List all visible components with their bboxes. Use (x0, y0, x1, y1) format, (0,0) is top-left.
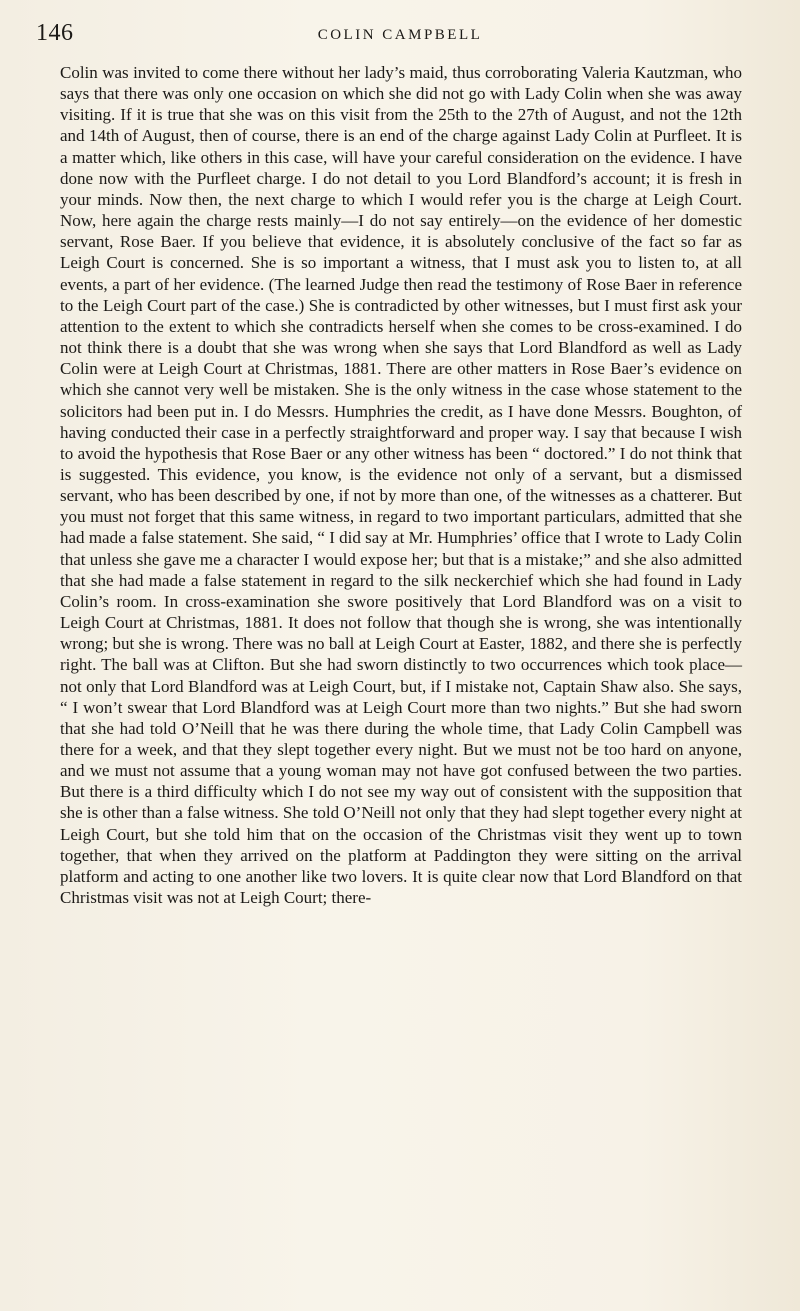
page-header (36, 18, 764, 58)
body-text (60, 62, 742, 908)
page-number: 146 (36, 20, 74, 46)
body-paragraph: Colin was invited to come there without her lady’s maid, thus corroborating Valeria Kautzman, who says that there was only one occasion on which she did not go with Lady Colin when she was away visiting. If it is true that she was on this visit from the 25th to the 27th of August, and not the 12th and 14th of August, then of course, there is an end of the charge against Lady Colin at Purfleet. It is a matter which, like others in this case, will have your careful consideration on the evidence. I have done now with the Purfleet charge. I do not detail to you Lord Blandford’s account; it is fresh in your minds. Now then, the next charge to which I would refer you is the charge at Leigh Court. Now, here again the charge rests mainly—I do not say entirely—on the evidence of her domestic servant, Rose Baer. If you believe that evidence, it is absolutely conclusive of the fact so far as Leigh Court is concerned. She is so important a witness, that I must ask you to listen to, at all events, a part of her evidence. (The learned Judge then read the testimony of Rose Baer in reference to the Leigh Court part of the case.) She is contradicted by other witnesses, but I must first ask your attention to the extent to which she contradicts herself when she comes to be cross-examined. I do not think there is a doubt that she was wrong when she says that Lord Blandford as well as Lady Colin were at Leigh Court at Christmas, 1881. There are other matters in Rose Baer’s evidence on which she cannot very well be mistaken. She is the only witness in the case whose statement to the solicitors had been put in. I do Messrs. Humphries the credit, as I have done Messrs. Boughton, of having conducted their case in a perfectly straightforward and proper way. I say that because I wish to avoid the hypothesis that Rose Baer or any other witness has been “ doctored.” I do not think that is suggested. This evidence, you know, is the evidence not only of a servant, but a dismissed servant, who has been described by one, if not by more than one, of the witnesses as a chatterer. But you must not forget that this same witness, in regard to two important particulars, admitted that she had made a false statement. She said, “ I did say at Mr. Humphries’ office that I wrote to Lady Colin that unless she gave me a character I would expose her; but that is a mistake;” and she also admitted that she had made a false statement in regard to the silk neckerchief which she had found in Lady Colin’s room. In cross-examination she swore positively that Lord Blandford was on a visit to Leigh Court at Christmas, 1881. It does not follow that though she is wrong, she was intentionally wrong; but she is wrong. There was no ball at Leigh Court at Easter, 1882, and there she is perfectly right. The ball was at Clifton. But she had sworn distinctly to two occurrences which took place—not only that Lord Blandford was at Leigh Court, but, if I mistake not, Captain Shaw also. She says, “ I won’t swear that Lord Blandford was at Leigh Court more than two nights.” But she had sworn that she had told O’Neill that he was there during the whole time, that Lady Colin Campbell was there for a week, and that they slept together every night. But we must not be too hard on anyone, and we must not assume that a young woman may not have got confused between the two parties. But there is a third difficulty which I do not see my way out of consistent with the supposition that she is other than a false witness. She told O’Neill not only that they had slept together every night at Leigh Court, but she told him that on the occasion of the Christmas visit they went up to town together, that when they arrived on the platform at Paddington they were sitting on the arrival platform and acting to one another like two lovers. It is quite clear now that Lord Blandford on that Christmas visit was not at Leigh Court; there- (60, 63, 742, 908)
running-title: COLIN CAMPBELL (317, 27, 483, 43)
